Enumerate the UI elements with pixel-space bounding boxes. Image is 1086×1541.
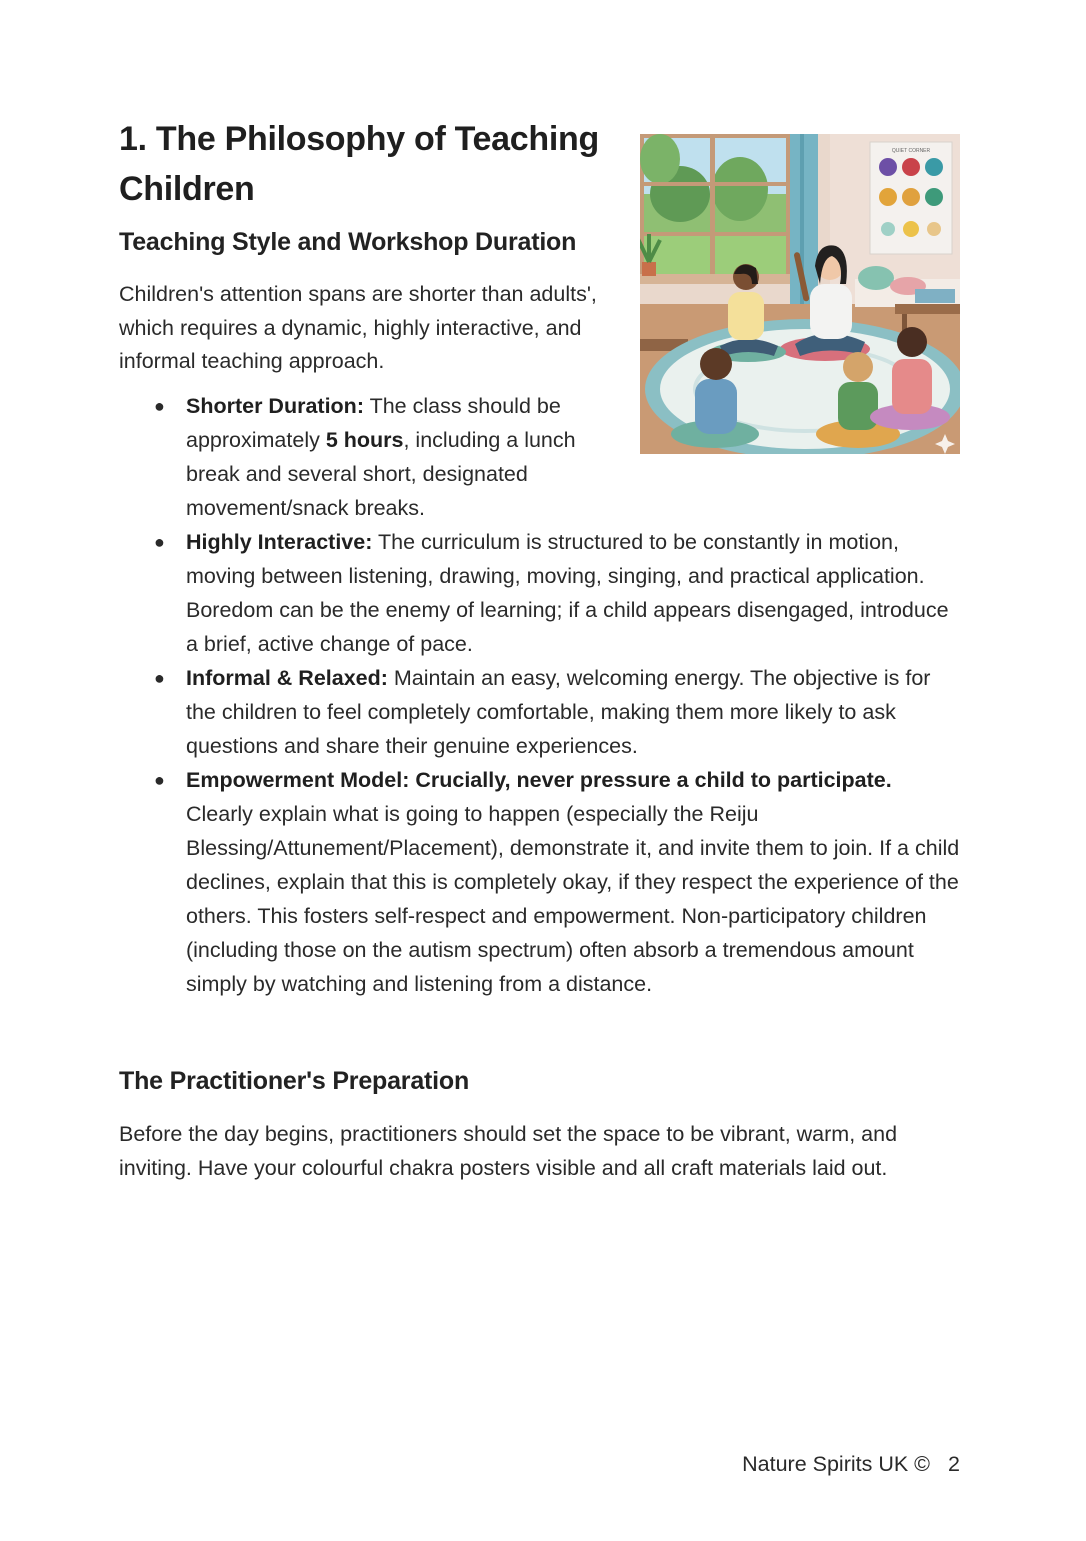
- bullet-text: The curriculum is structured to be constantly in motion, moving between listening, drawing, moving, singing, and practical application. Boredom can be the enemy of learning; if a child appears disengaged, introduce a brief, active change of pace.: [186, 530, 949, 656]
- teaching-style-bullet-list: [119, 389, 964, 1001]
- bullet-text: The class should be approximately: [186, 394, 561, 452]
- section-title: 1. The Philosophy of Teaching Children: [119, 120, 599, 208]
- bullet-label: Informal & Relaxed:: [186, 666, 388, 690]
- bullet-icon: ●: [154, 668, 165, 688]
- bullet-label: Highly Interactive:: [186, 530, 373, 554]
- bullet-icon: ●: [154, 396, 165, 416]
- classroom-illustration: [640, 134, 960, 454]
- poster-title: QUIET CORNER: [891, 148, 931, 154]
- page-footer: [742, 1452, 960, 1477]
- teaching-style-subheading: Teaching Style and Workshop Duration: [119, 228, 577, 256]
- page-number: 2: [948, 1452, 960, 1476]
- bullet-label: Empowerment Model: Crucially, never pressure a child to participate.: [186, 768, 892, 792]
- list-item: [119, 763, 964, 1001]
- list-item: [119, 389, 606, 525]
- list-item: [119, 525, 964, 661]
- preparation-text: Before the day begins, practitioners should set the space to be vibrant, warm, and inviting. Have your colourful chakra posters visible and all craft materials laid out.: [119, 1122, 898, 1180]
- bullet-icon: ●: [154, 770, 165, 790]
- footer-brand: Nature Spirits UK ©: [742, 1452, 931, 1476]
- bullet-label: Shorter Duration:: [186, 394, 364, 418]
- bullet-icon: ●: [154, 532, 165, 552]
- bullet-text: , including a lunch break and several short, designated movement/snack breaks.: [186, 428, 576, 520]
- classroom-image-icon: [640, 134, 960, 454]
- preparation-subheading: The Practitioner's Preparation: [119, 1067, 470, 1095]
- list-item: [119, 661, 964, 763]
- bullet-text: Maintain an easy, welcoming energy. The objective is for the children to feel completely comfortable, making them more likely to ask questions and share their genuine experiences.: [186, 666, 931, 758]
- duration-value: 5 hours: [325, 428, 404, 452]
- teaching-style-intro: Children's attention spans are shorter than adults', which requires a dynamic, highly interactive, and informal teaching approach.: [119, 282, 597, 373]
- bullet-text: Clearly explain what is going to happen (especially the Reiju Blessing/Attunement/Placement), demonstrate it, and invite them to join. If a child declines, explain that this is completely okay, if they respect the experience of the others. This fosters self-respect and empowerment. Non-participatory children (including those on the autism spectrum) often absorb a tremendous amount simply by watching and listening from a distance.: [186, 802, 960, 996]
